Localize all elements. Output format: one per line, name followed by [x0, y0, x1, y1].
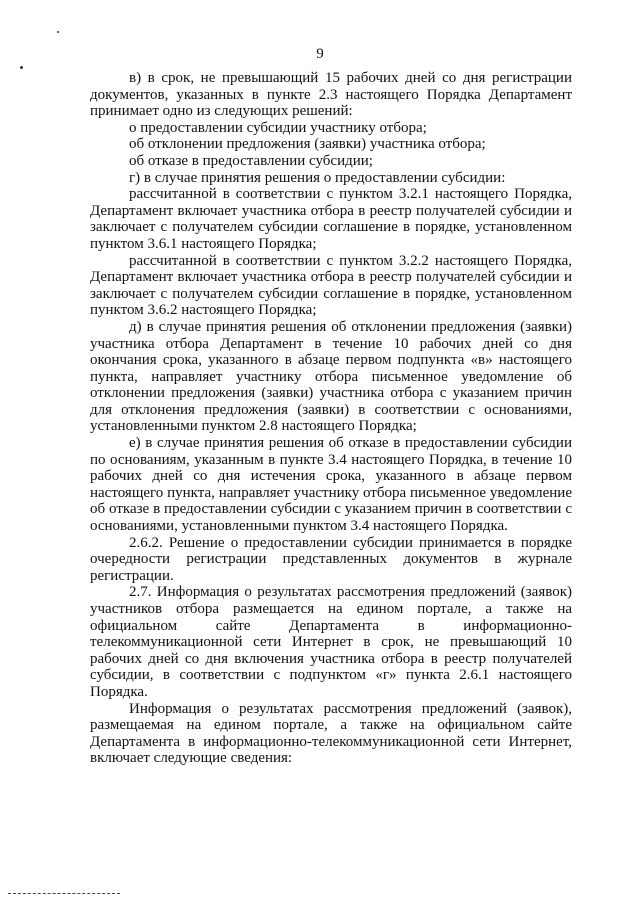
footer-rule [8, 893, 120, 894]
paragraph-g: г) в случае принятия решения о предоставлении субсидии: [129, 169, 506, 186]
document-body [90, 70, 572, 767]
paragraph-decision-refuse: об отказе в предоставлении субсидии; [129, 152, 373, 169]
paragraph-v: в) в срок, не превышающий 15 рабочих дней со дня регистрации документов, указанных в пункте 2.3 настоящего Порядка Департамент принимает одно из следующих решений: [90, 70, 572, 120]
paragraph-g-3-2-2: рассчитанной в соответствии с пунктом 3.2.2 настоящего Порядка, Департамент включает участника отбора в реестр получателей субсидии и заключает с получателем субсидии соглашение в порядке, установленном пунктом 3.6.2 настоящего Порядка; [90, 252, 572, 319]
paragraph-g-3-2-1: рассчитанной в соответствии с пунктом 3.2.1 настоящего Порядка, Департамент включает участника отбора в реестр получателей субсидии и заключает с получателем субсидии соглашение в порядке, установленном пунктом 3.6.1 настоящего Порядка; [90, 186, 572, 252]
paragraph-2-6-2: 2.6.2. Решение о предоставлении субсидии принимается в порядке очередности регистрации представленных документов в журнале регистрации. [90, 534, 572, 584]
scan-speck [57, 31, 59, 33]
paragraph-e: е) в случае принятия решения об отказе в предоставлении субсидии по основаниям, указанным в пункте 3.4 настоящего Порядка, в течение 10 рабочих дней со дня истечения срока, указанного в абзаце первом настоящего пункта, направляет участнику отбора письменное уведомление об отказе в предоставлении субсидии с указанием причин в соответствии с основаниями, установленными пунктом 3.4 настоящего Порядка. [90, 435, 572, 535]
paragraph-decision-grant: о предоставлении субсидии участнику отбора; [129, 119, 427, 136]
scan-speck [20, 66, 23, 69]
paragraph-information: Информация о результатах рассмотрения предложений (заявок), размещаемая на едином портале, а также на официальном сайте Департамента в информационно-телекоммуникационной сети Интернет, включает следующие сведения: [90, 700, 572, 767]
paragraph-2-7: 2.7. Информация о результатах рассмотрения предложений (заявок) участников отбора размещается на едином портале, а также на официальном сайте Департамента в информационно-телекоммуникационной сети Интернет в срок, не превышающий 10 рабочих дней со дня включения участника отбора в реестр получателей субсидии, в соответствии с подпунктом «г» пункта 2.6.1 настоящего Порядка. [90, 584, 572, 700]
paragraph-decision-reject: об отклонении предложения (заявки) участника отбора; [129, 136, 486, 153]
page-number: 9 [316, 46, 324, 62]
paragraph-d: д) в случае принятия решения об отклонении предложения (заявки) участника отбора Департамент в течение 10 рабочих дней со дня окончания срока, указанного в абзаце первом подпункта «в» настоящего пункта, направляет участнику отбора письменное уведомление об отклонении предложения (заявки) участника отбора с указанием причин для отклонения предложения (заявки) в соответствии с основаниями, установленными пунктом 2.8 настоящего Порядка; [90, 318, 572, 435]
